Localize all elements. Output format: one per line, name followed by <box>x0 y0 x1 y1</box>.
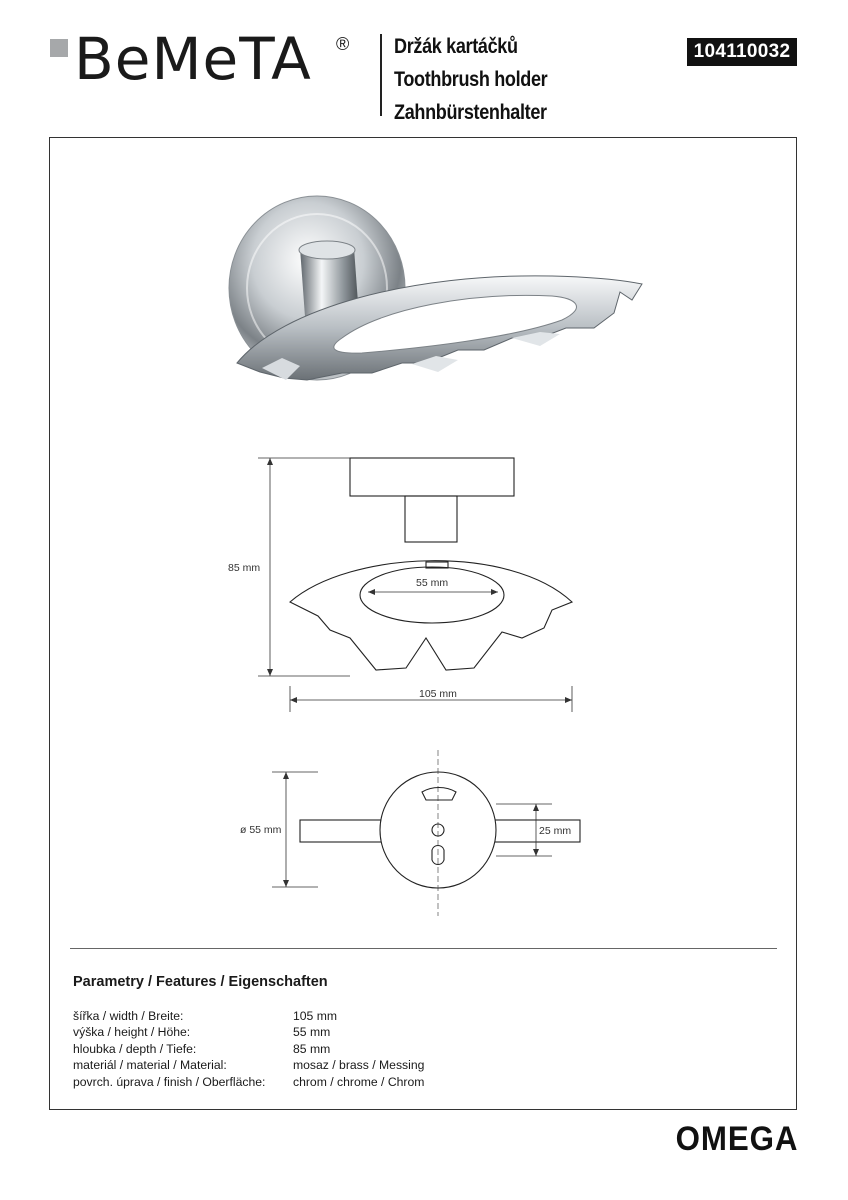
spec-row <box>73 1074 424 1090</box>
spec-label: hloubka / depth / Tiefe: <box>73 1041 197 1056</box>
dim-rosette-depth: 25 mm <box>539 825 572 837</box>
dim-opening-width: 55 mm <box>416 577 449 589</box>
spec-value: mosaz / brass / Messing <box>293 1058 425 1073</box>
drawing-bar-side <box>405 496 457 542</box>
spec-row <box>73 1008 424 1024</box>
spec-label: šířka / width / Breite: <box>73 1009 184 1023</box>
features-heading: Parametry / Features / Eigenschaften <box>73 974 328 990</box>
title-de: Zahnbürstenhalter <box>394 101 547 124</box>
dim-side-height: 85 mm <box>228 562 261 574</box>
product-photo <box>222 188 662 413</box>
title-cs: Držák kartáčků <box>394 35 518 58</box>
spec-label: výška / height / Höhe: <box>73 1025 191 1040</box>
title-divider <box>380 34 382 116</box>
spec-row <box>73 1024 424 1040</box>
spec-value: chrom / chrome / Chrom <box>293 1074 425 1089</box>
brand-logo-text: BeMeTA <box>74 25 312 93</box>
spec-label: povrch. úprava / finish / Oberfläche: <box>73 1074 266 1089</box>
brand-logo-square-icon <box>50 39 68 57</box>
series-name: OMEGA <box>675 1120 798 1158</box>
technical-drawing <box>200 440 640 920</box>
title-en: Toothbrush holder <box>394 68 548 91</box>
brand-logo <box>44 25 364 93</box>
features-divider <box>70 948 777 949</box>
spec-label: materiál / material / Material: <box>73 1058 227 1073</box>
spec-value: 85 mm <box>293 1041 331 1056</box>
dim-total-width: 105 mm <box>419 688 457 700</box>
drawing-rosette-side <box>350 458 514 496</box>
product-code-badge: 104110032 <box>687 38 797 66</box>
spec-row <box>73 1057 424 1073</box>
registered-mark: ® <box>336 34 350 54</box>
spec-value: 55 mm <box>293 1025 331 1040</box>
drawing-glass-opening <box>360 567 504 623</box>
spec-value: 105 mm <box>293 1009 338 1023</box>
features-table <box>73 1008 424 1090</box>
spec-row <box>73 1041 424 1057</box>
product-titles <box>394 30 572 129</box>
dim-diameter: ø 55 mm <box>240 824 282 836</box>
